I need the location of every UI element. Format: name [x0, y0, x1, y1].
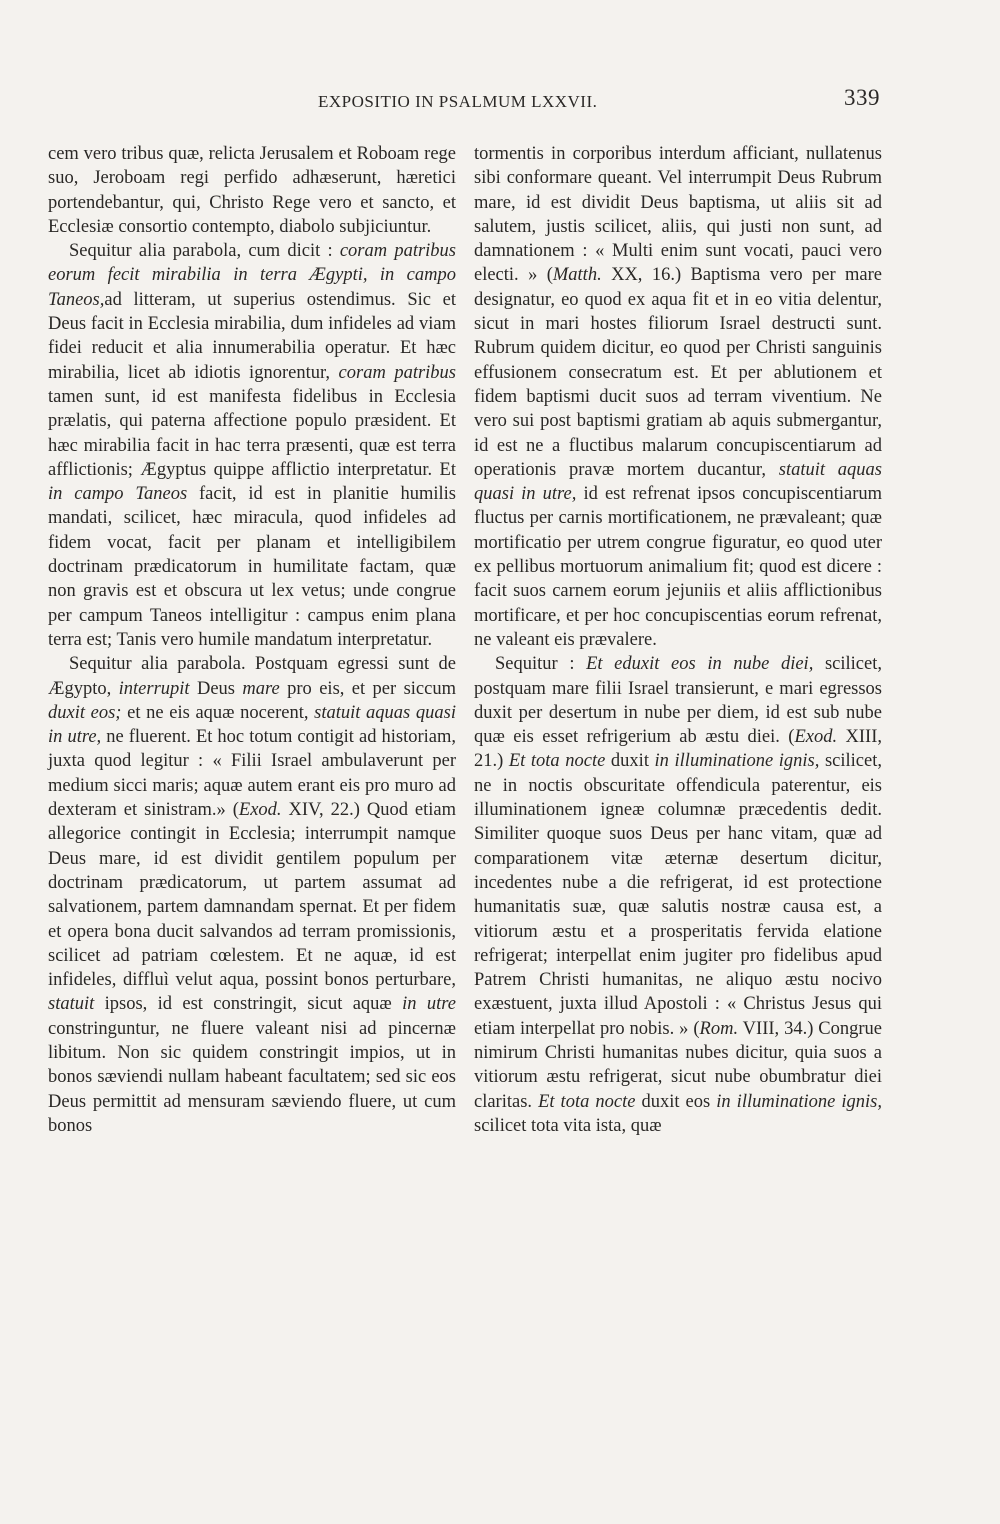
- paragraph: tormentis in corporibus interdum afficiant, nullatenus sibi conformare queant. Vel interrumpit Deus Rubrum mare, id est dividit Deus baptisma, ut aliis sit ad salutem, justis scilicet, aliis, qui justi non sunt, ad damnationem : « Multi enim sunt vocati, pauci vero electi. » (Matth. XX, 16.) Baptisma vero per mare designatur, eo quod ex aqua fit et in eo vitia delentur, sicut in mari hostes filiorum Israel destructi sunt. Rubrum quidem dicitur, eo quod per Christi sanguinis effusionem consecratum est. Et per ablutionem et fidem baptismi ducit suos ad terram viventium. Ne vero sui post baptismi gratiam ab aquis submergantur, id est ne a fluctibus malarum concupiscentiarum ad operationis pravæ mortem ducantur, statuit aquas quasi in utre, id est refrenat ipsos concupiscentiarum fluctus per carnis mortificationem, ne prævaleant; quæ mortificatio per utrem congrue figuratur, eo quod uter ex pellibus mortuorum animalium fit; quod est dicere : facit suos carnem eorum jejuniis et aliis afflictionibus mortificare, et per hoc concupiscentias eorum refrenat, ne valeant eis prævalere.: [474, 144, 883, 650]
- paragraph: Sequitur alia parabola, cum dicit : coram patribus eorum fecit mirabilia in terra Ægypti, in campo Taneos,ad litteram, ut superius ostendimus. Sic et Deus facit in Ecclesia mirabilia, dum infideles ad viam fidei reducit et alia innumerabilia operatur. Et hæc mirabilia, licet ab idiotis ignorentur, coram patribus tamen sunt, id est manifesta fidelibus in Ecclesia prælatis, qui paterna affectione populo præsident. Et hæc mirabilia facit in hac terra præsenti, quæ est terra afflictionis; Ægyptus quippe afflictio interpretatur. Et in campo Taneos facit, id est in planitie humilis mandati, scilicet, hæc miracula, quod infideles ad fidem vocat, facit per planam et intelligibilem doctrinam prædicatorum in humilitate factam, quæ non gravis est et obscura ut lex vetus; unde congrue per campum Taneos intelligitur : campus enim plana terra est; Tanis vero humile mandatum interpretatur.: [48, 241, 457, 650]
- right-column: [474, 142, 882, 1138]
- left-column: [48, 142, 456, 1138]
- running-head: EXPOSITIO IN PSALMUM LXXVII.: [318, 92, 598, 111]
- paragraph: cem vero tribus quæ, relicta Jerusalem et Roboam rege suo, Jeroboam regi perfido adhæserunt, hæretici portendebantur, qui, Christo Rege vero et sancto, et Ecclesiæ consortio contempto, diabolo subjiciuntur.: [48, 144, 456, 237]
- page-header: [48, 85, 880, 118]
- paragraph: Sequitur alia parabola. Postquam egressi sunt de Ægypto, interrupit Deus mare pro eis, et per siccum duxit eos; et ne eis aquæ nocerent, statuit aquas quasi in utre, ne fluerent. Et hoc totum contigit ad historiam, juxta quod legitur : « Filii Israel ambulaverunt per medium sicci maris; aquæ autem erant eis pro muro ad dexteram et sinistram.» (Exod. XIV, 22.) Quod etiam allegorice contingit in Ecclesia; interrumpit namque Deus mare, id est dividit gentilem populum per doctrinam prædicatorum, ut partem assumat ad salvationem, partem damnandam spernat. Et per fidem et opera bona ducit salvandos ad terram promissionis, scilicet ad patriam cœlestem. Et ne aquæ, id est infideles, diffluì velut aqua, possint bonos perturbare, statuit ipsos, id est constringit, sicut aquæ in utre constringuntur, ne fluere valeant nisi ad pincernæ libitum. Non sic quidem constringit impios, ut in bonos sæviendi nullam habeant facultatem; sed sic eos Deus permittit ad mensuram sæviendo fluere, ut cum bonos: [48, 654, 457, 1136]
- paragraph: Sequitur : Et eduxit eos in nube diei, scilicet, postquam mare filii Israel transierunt, e mari egressos duxit per desertum in nube per diem, id est sub nube quæ eis esset refrigerium ab æstu diei. (Exod. XIII, 21.) Et tota nocte duxit in illuminatione ignis, scilicet, ne in noctis obscuritate offendicula paterentur, eis illuminationem igneæ columnæ præcedentis dedit. Similiter quoque suos Deus per hanc vitam, quæ ad comparationem vitæ æternæ desertum dicitur, incedentes nube a die refrigerat, id est protectione humanitatis suæ, quæ salutis nostræ causa est, a vitiorum æstu et a prosperitatis fervida elatione refrigerat; interpellat enim jugiter pro fidelibus apud Patrem Christi humanitas, ne aliquo æstu nocivo exæstuent, juxta illud Apostoli : « Christus Jesus qui etiam interpellat pro nobis. » (Rom. VIII, 34.) Congrue nimirum Christi humanitas nubes dicitur, quia suos a vitiorum æstu refrigerat, sicut nube obumbratur diei claritas. Et tota nocte duxit eos in illuminatione ignis, scilicet tota vita ista, quæ: [474, 654, 882, 1136]
- page-number: 339: [844, 85, 880, 110]
